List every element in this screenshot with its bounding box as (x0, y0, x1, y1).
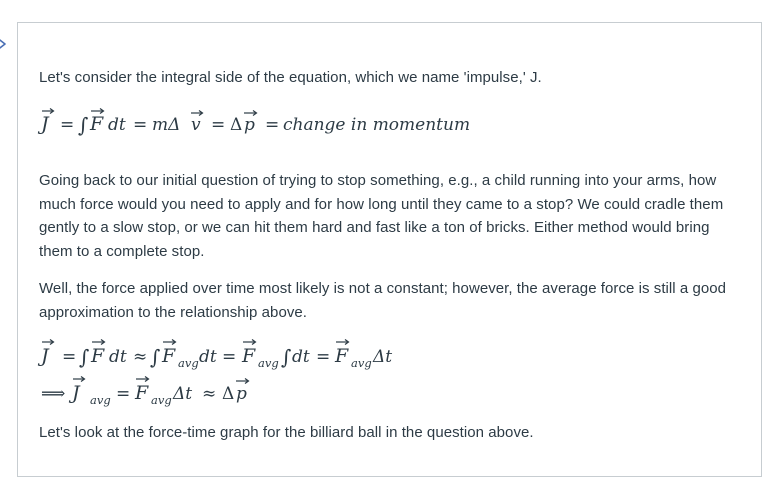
symbol-J: J (41, 113, 49, 135)
symbol-F: F (90, 113, 104, 135)
symbol-delta: Δ (222, 384, 235, 404)
equation-impulse-definition (39, 107, 499, 139)
vector-arrow-F (243, 340, 256, 345)
symbol-dt: dt (108, 115, 126, 135)
paragraph-stopping-question: Going back to our initial question of trying to stop something, e.g., a child running into your arms, how much force would you need to apply and for how long until they came to a stop? We could cradle them gently to a slow stop, or we can hit them hard and fast like a ton of bricks. Either method would bring them to a complete stop. (39, 172, 724, 260)
equation-average-force (39, 338, 479, 372)
implies-arrow: ⟹ (41, 384, 66, 404)
subscript-avg: avg (151, 393, 172, 407)
integral-sign: ∫ (79, 345, 90, 369)
equation-average-impulse (39, 375, 359, 409)
symbol-m-delta: mΔ (152, 115, 181, 135)
symbol-delta: Δ (230, 115, 243, 135)
approx-sign: ≈ (133, 347, 148, 367)
symbol-F: F (335, 345, 349, 367)
equals-sign: = (60, 115, 75, 135)
integral-sign: ∫ (281, 345, 292, 369)
closing-paragraph: Let's look at the force-time graph for the billiard ball in the question above. (39, 424, 534, 441)
symbol-p: p (236, 384, 247, 404)
symbol-p: p (244, 115, 255, 135)
symbol-dt: dt (292, 347, 310, 367)
symbol-dt: dt (109, 347, 127, 367)
approx-sign: ≈ (202, 384, 217, 404)
equals-sign: = (222, 347, 237, 367)
intro-paragraph: Let's consider the integral side of the equation, which we name 'impulse,' J. (39, 69, 542, 86)
symbol-F: F (91, 345, 105, 367)
equals-sign: = (316, 347, 331, 367)
paragraph-average-force: Well, the force applied over time most likely is not a constant; however, the average force is still a good approximation to the relationship above. (39, 280, 727, 321)
symbol-delta-t: Δt (173, 384, 193, 404)
equals-sign: = (265, 115, 280, 135)
equals-sign: = (211, 115, 226, 135)
vector-arrow-J (73, 377, 85, 382)
equals-sign: = (133, 115, 148, 135)
vector-arrow-F (163, 340, 176, 345)
subscript-avg: avg (351, 356, 372, 370)
vector-arrow-F (336, 340, 349, 345)
symbol-F: F (242, 345, 256, 367)
chevron-right-icon[interactable] (0, 34, 8, 54)
symbol-F: F (135, 382, 149, 404)
symbol-dt: dt (199, 347, 217, 367)
content-card (17, 22, 762, 477)
subscript-avg: avg (178, 356, 199, 370)
integral-sign: ∫ (78, 113, 89, 137)
integral-sign: ∫ (150, 345, 161, 369)
symbol-F: F (162, 345, 176, 367)
equals-sign: = (62, 347, 77, 367)
subscript-avg: avg (90, 393, 111, 407)
symbol-delta-t: Δt (373, 347, 393, 367)
symbol-J: J (72, 382, 80, 404)
subscript-avg: avg (258, 356, 279, 370)
symbol-v: v (191, 115, 201, 135)
vector-arrow-F (92, 340, 105, 345)
symbol-J: J (41, 345, 49, 367)
vector-arrow-J (42, 340, 54, 345)
vector-arrow-p (236, 379, 249, 384)
equals-sign: = (116, 384, 131, 404)
change-in-momentum-text: change in momentum (283, 115, 471, 135)
vector-arrow-F (136, 377, 149, 382)
